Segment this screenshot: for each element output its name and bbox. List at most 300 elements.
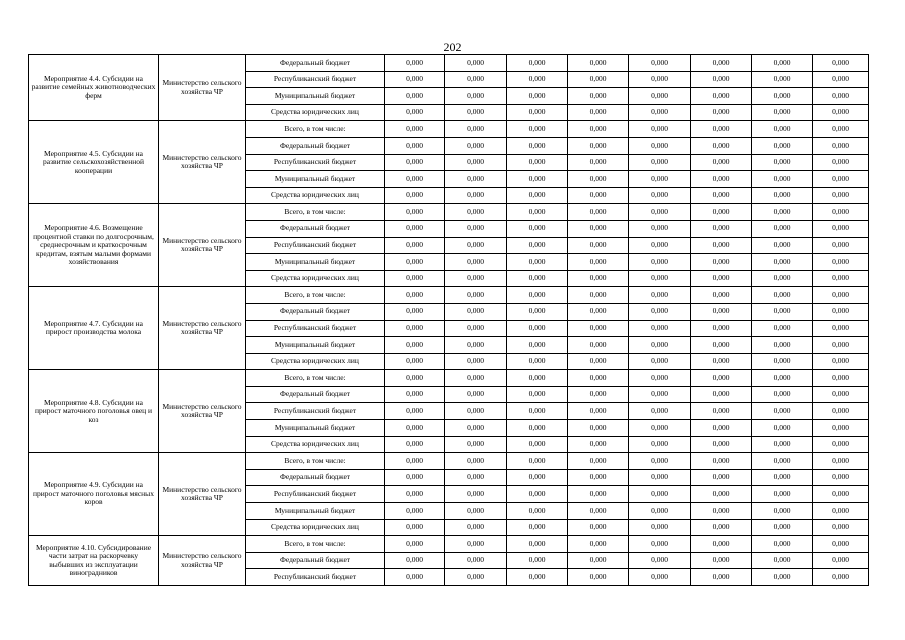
- amount-cell: 0,000: [691, 137, 752, 154]
- amount-cell: 0,000: [813, 171, 869, 188]
- funding-source-cell: Федеральный бюджет: [246, 303, 385, 320]
- amount-cell: 0,000: [568, 420, 629, 437]
- amount-cell: 0,000: [568, 287, 629, 304]
- amount-cell: 0,000: [568, 303, 629, 320]
- amount-cell: 0,000: [445, 370, 507, 387]
- amount-cell: 0,000: [385, 569, 445, 586]
- amount-cell: 0,000: [813, 386, 869, 403]
- amount-cell: 0,000: [507, 353, 568, 370]
- amount-cell: 0,000: [813, 453, 869, 470]
- amount-cell: 0,000: [691, 187, 752, 204]
- amount-cell: 0,000: [568, 88, 629, 105]
- amount-cell: 0,000: [568, 254, 629, 271]
- ministry-cell: Министерство сельского хозяйства ЧР: [159, 287, 246, 370]
- event-title-cell: Мероприятие 4.7. Субсидии на прирост производства молока: [29, 287, 159, 370]
- amount-cell: 0,000: [445, 88, 507, 105]
- amount-cell: 0,000: [691, 536, 752, 553]
- table-row: [29, 121, 869, 138]
- amount-cell: 0,000: [445, 536, 507, 553]
- amount-cell: 0,000: [813, 187, 869, 204]
- table-row: [29, 453, 869, 470]
- amount-cell: 0,000: [691, 88, 752, 105]
- amount-cell: 0,000: [385, 436, 445, 453]
- amount-cell: 0,000: [629, 237, 691, 254]
- amount-cell: 0,000: [385, 287, 445, 304]
- amount-cell: 0,000: [813, 137, 869, 154]
- table-row: [29, 287, 869, 304]
- amount-cell: 0,000: [691, 71, 752, 88]
- amount-cell: 0,000: [813, 104, 869, 121]
- amount-cell: 0,000: [385, 303, 445, 320]
- amount-cell: 0,000: [629, 171, 691, 188]
- amount-cell: 0,000: [445, 337, 507, 354]
- amount-cell: 0,000: [629, 287, 691, 304]
- amount-cell: 0,000: [752, 503, 813, 520]
- amount-cell: 0,000: [629, 403, 691, 420]
- amount-cell: 0,000: [752, 486, 813, 503]
- ministry-cell: Министерство сельского хозяйства ЧР: [159, 55, 246, 121]
- amount-cell: 0,000: [385, 88, 445, 105]
- funding-source-cell: Средства юридических лиц: [246, 187, 385, 204]
- amount-cell: 0,000: [385, 237, 445, 254]
- amount-cell: 0,000: [691, 254, 752, 271]
- amount-cell: 0,000: [813, 154, 869, 171]
- amount-cell: 0,000: [507, 303, 568, 320]
- amount-cell: 0,000: [752, 303, 813, 320]
- amount-cell: 0,000: [813, 337, 869, 354]
- amount-cell: 0,000: [691, 303, 752, 320]
- amount-cell: 0,000: [568, 187, 629, 204]
- amount-cell: 0,000: [507, 121, 568, 138]
- amount-cell: 0,000: [691, 320, 752, 337]
- amount-cell: 0,000: [813, 220, 869, 237]
- amount-cell: 0,000: [691, 337, 752, 354]
- amount-cell: 0,000: [691, 453, 752, 470]
- amount-cell: 0,000: [752, 287, 813, 304]
- event-title-cell: Мероприятие 4.9. Субсидии на прирост маточного поголовья мясных коров: [29, 453, 159, 536]
- amount-cell: 0,000: [691, 370, 752, 387]
- amount-cell: 0,000: [568, 370, 629, 387]
- amount-cell: 0,000: [385, 469, 445, 486]
- amount-cell: 0,000: [385, 270, 445, 287]
- amount-cell: 0,000: [507, 320, 568, 337]
- amount-cell: 0,000: [752, 403, 813, 420]
- amount-cell: 0,000: [507, 436, 568, 453]
- table-row: [29, 55, 869, 72]
- amount-cell: 0,000: [507, 536, 568, 553]
- amount-cell: 0,000: [445, 552, 507, 569]
- amount-cell: 0,000: [568, 55, 629, 72]
- amount-cell: 0,000: [568, 569, 629, 586]
- funding-source-cell: Федеральный бюджет: [246, 220, 385, 237]
- amount-cell: 0,000: [507, 552, 568, 569]
- amount-cell: 0,000: [445, 121, 507, 138]
- amount-cell: 0,000: [813, 536, 869, 553]
- amount-cell: 0,000: [691, 403, 752, 420]
- amount-cell: 0,000: [691, 420, 752, 437]
- amount-cell: 0,000: [507, 55, 568, 72]
- amount-cell: 0,000: [385, 353, 445, 370]
- amount-cell: 0,000: [752, 536, 813, 553]
- funding-source-cell: Средства юридических лиц: [246, 104, 385, 121]
- amount-cell: 0,000: [629, 370, 691, 387]
- amount-cell: 0,000: [813, 237, 869, 254]
- amount-cell: 0,000: [385, 536, 445, 553]
- amount-cell: 0,000: [385, 337, 445, 354]
- amount-cell: 0,000: [813, 420, 869, 437]
- amount-cell: 0,000: [752, 420, 813, 437]
- amount-cell: 0,000: [507, 254, 568, 271]
- funding-source-cell: Средства юридических лиц: [246, 519, 385, 536]
- amount-cell: 0,000: [813, 569, 869, 586]
- amount-cell: 0,000: [691, 220, 752, 237]
- amount-cell: 0,000: [691, 171, 752, 188]
- amount-cell: 0,000: [752, 552, 813, 569]
- amount-cell: 0,000: [568, 71, 629, 88]
- amount-cell: 0,000: [445, 137, 507, 154]
- amount-cell: 0,000: [445, 386, 507, 403]
- amount-cell: 0,000: [752, 171, 813, 188]
- amount-cell: 0,000: [445, 287, 507, 304]
- funding-source-cell: Республиканский бюджет: [246, 486, 385, 503]
- amount-cell: 0,000: [385, 187, 445, 204]
- ministry-cell: Министерство сельского хозяйства ЧР: [159, 370, 246, 453]
- funding-source-cell: Всего, в том числе:: [246, 453, 385, 470]
- amount-cell: 0,000: [385, 403, 445, 420]
- amount-cell: 0,000: [385, 104, 445, 121]
- amount-cell: 0,000: [752, 386, 813, 403]
- amount-cell: 0,000: [568, 519, 629, 536]
- amount-cell: 0,000: [568, 204, 629, 221]
- amount-cell: 0,000: [568, 353, 629, 370]
- amount-cell: 0,000: [691, 552, 752, 569]
- amount-cell: 0,000: [568, 337, 629, 354]
- amount-cell: 0,000: [445, 486, 507, 503]
- funding-source-cell: Муниципальный бюджет: [246, 503, 385, 520]
- amount-cell: 0,000: [385, 420, 445, 437]
- amount-cell: 0,000: [507, 287, 568, 304]
- amount-cell: 0,000: [507, 370, 568, 387]
- amount-cell: 0,000: [813, 552, 869, 569]
- amount-cell: 0,000: [445, 55, 507, 72]
- amount-cell: 0,000: [507, 88, 568, 105]
- funding-source-cell: Муниципальный бюджет: [246, 420, 385, 437]
- funding-source-cell: Средства юридических лиц: [246, 436, 385, 453]
- amount-cell: 0,000: [629, 104, 691, 121]
- amount-cell: 0,000: [752, 71, 813, 88]
- amount-cell: 0,000: [752, 453, 813, 470]
- funding-source-cell: Республиканский бюджет: [246, 237, 385, 254]
- funding-source-cell: Муниципальный бюджет: [246, 254, 385, 271]
- amount-cell: 0,000: [629, 220, 691, 237]
- amount-cell: 0,000: [752, 137, 813, 154]
- funding-source-cell: Всего, в том числе:: [246, 287, 385, 304]
- amount-cell: 0,000: [507, 569, 568, 586]
- amount-cell: 0,000: [813, 287, 869, 304]
- funding-source-cell: Республиканский бюджет: [246, 154, 385, 171]
- amount-cell: 0,000: [568, 137, 629, 154]
- amount-cell: 0,000: [629, 453, 691, 470]
- amount-cell: 0,000: [507, 220, 568, 237]
- amount-cell: 0,000: [568, 503, 629, 520]
- amount-cell: 0,000: [385, 137, 445, 154]
- amount-cell: 0,000: [691, 386, 752, 403]
- ministry-cell: Министерство сельского хозяйства ЧР: [159, 536, 246, 586]
- amount-cell: 0,000: [691, 519, 752, 536]
- amount-cell: 0,000: [507, 403, 568, 420]
- amount-cell: 0,000: [445, 220, 507, 237]
- amount-cell: 0,000: [385, 453, 445, 470]
- amount-cell: 0,000: [568, 486, 629, 503]
- ministry-cell: Министерство сельского хозяйства ЧР: [159, 204, 246, 287]
- amount-cell: 0,000: [507, 469, 568, 486]
- amount-cell: 0,000: [385, 519, 445, 536]
- amount-cell: 0,000: [752, 569, 813, 586]
- amount-cell: 0,000: [445, 204, 507, 221]
- amount-cell: 0,000: [507, 270, 568, 287]
- amount-cell: 0,000: [568, 552, 629, 569]
- amount-cell: 0,000: [691, 569, 752, 586]
- amount-cell: 0,000: [629, 187, 691, 204]
- funding-source-cell: Федеральный бюджет: [246, 55, 385, 72]
- amount-cell: 0,000: [629, 519, 691, 536]
- ministry-cell: Министерство сельского хозяйства ЧР: [159, 121, 246, 204]
- funding-source-cell: Федеральный бюджет: [246, 552, 385, 569]
- amount-cell: 0,000: [507, 104, 568, 121]
- amount-cell: 0,000: [691, 121, 752, 138]
- page-number: 202: [443, 40, 462, 54]
- amount-cell: 0,000: [507, 171, 568, 188]
- amount-cell: 0,000: [752, 55, 813, 72]
- amount-cell: 0,000: [445, 320, 507, 337]
- amount-cell: 0,000: [445, 503, 507, 520]
- amount-cell: 0,000: [752, 320, 813, 337]
- amount-cell: 0,000: [629, 121, 691, 138]
- amount-cell: 0,000: [691, 469, 752, 486]
- amount-cell: 0,000: [568, 237, 629, 254]
- amount-cell: 0,000: [752, 469, 813, 486]
- amount-cell: 0,000: [752, 370, 813, 387]
- amount-cell: 0,000: [629, 420, 691, 437]
- amount-cell: 0,000: [629, 436, 691, 453]
- amount-cell: 0,000: [385, 320, 445, 337]
- amount-cell: 0,000: [568, 121, 629, 138]
- amount-cell: 0,000: [813, 436, 869, 453]
- amount-cell: 0,000: [752, 104, 813, 121]
- amount-cell: 0,000: [813, 270, 869, 287]
- amount-cell: 0,000: [507, 137, 568, 154]
- amount-cell: 0,000: [445, 569, 507, 586]
- amount-cell: 0,000: [691, 55, 752, 72]
- amount-cell: 0,000: [752, 187, 813, 204]
- amount-cell: 0,000: [813, 486, 869, 503]
- amount-cell: 0,000: [691, 104, 752, 121]
- amount-cell: 0,000: [691, 486, 752, 503]
- amount-cell: 0,000: [691, 503, 752, 520]
- funding-source-cell: Федеральный бюджет: [246, 386, 385, 403]
- event-title-cell: Мероприятие 4.10. Субсидирование части затрат на раскорчевку выбывших из эксплуатации виноградников: [29, 536, 159, 586]
- amount-cell: 0,000: [568, 536, 629, 553]
- amount-cell: 0,000: [385, 386, 445, 403]
- amount-cell: 0,000: [629, 536, 691, 553]
- funding-source-cell: Средства юридических лиц: [246, 270, 385, 287]
- amount-cell: 0,000: [691, 436, 752, 453]
- amount-cell: 0,000: [445, 187, 507, 204]
- funding-source-cell: Муниципальный бюджет: [246, 171, 385, 188]
- amount-cell: 0,000: [445, 436, 507, 453]
- amount-cell: 0,000: [568, 453, 629, 470]
- amount-cell: 0,000: [752, 254, 813, 271]
- amount-cell: 0,000: [813, 320, 869, 337]
- amount-cell: 0,000: [629, 270, 691, 287]
- amount-cell: 0,000: [385, 552, 445, 569]
- amount-cell: 0,000: [629, 337, 691, 354]
- funding-source-cell: Федеральный бюджет: [246, 469, 385, 486]
- amount-cell: 0,000: [691, 154, 752, 171]
- amount-cell: 0,000: [445, 71, 507, 88]
- amount-cell: 0,000: [445, 469, 507, 486]
- amount-cell: 0,000: [813, 204, 869, 221]
- amount-cell: 0,000: [507, 519, 568, 536]
- event-title-cell: Мероприятие 4.5. Субсидии на развитие сельскохозяйственной кооперации: [29, 121, 159, 204]
- amount-cell: 0,000: [385, 370, 445, 387]
- amount-cell: 0,000: [629, 486, 691, 503]
- amount-cell: 0,000: [629, 303, 691, 320]
- amount-cell: 0,000: [385, 121, 445, 138]
- amount-cell: 0,000: [507, 420, 568, 437]
- amount-cell: 0,000: [445, 104, 507, 121]
- amount-cell: 0,000: [629, 204, 691, 221]
- amount-cell: 0,000: [445, 270, 507, 287]
- amount-cell: 0,000: [752, 436, 813, 453]
- amount-cell: 0,000: [629, 71, 691, 88]
- amount-cell: 0,000: [445, 420, 507, 437]
- amount-cell: 0,000: [813, 403, 869, 420]
- amount-cell: 0,000: [691, 270, 752, 287]
- ministry-cell: Министерство сельского хозяйства ЧР: [159, 453, 246, 536]
- amount-cell: 0,000: [813, 71, 869, 88]
- amount-cell: 0,000: [629, 503, 691, 520]
- amount-cell: 0,000: [629, 88, 691, 105]
- amount-cell: 0,000: [568, 386, 629, 403]
- amount-cell: 0,000: [568, 469, 629, 486]
- amount-cell: 0,000: [691, 204, 752, 221]
- amount-cell: 0,000: [813, 55, 869, 72]
- amount-cell: 0,000: [385, 55, 445, 72]
- amount-cell: 0,000: [752, 519, 813, 536]
- funding-source-cell: Республиканский бюджет: [246, 71, 385, 88]
- event-title-cell: Мероприятие 4.8. Субсидии на прирост маточного поголовья овец и коз: [29, 370, 159, 453]
- table-row: [29, 536, 869, 553]
- amount-cell: 0,000: [568, 320, 629, 337]
- event-title-cell: Мероприятие 4.4. Субсидии на развитие семейных животноводческих ферм: [29, 55, 159, 121]
- amount-cell: 0,000: [445, 303, 507, 320]
- amount-cell: 0,000: [752, 204, 813, 221]
- amount-cell: 0,000: [445, 353, 507, 370]
- amount-cell: 0,000: [813, 303, 869, 320]
- amount-cell: 0,000: [752, 220, 813, 237]
- funding-source-cell: Муниципальный бюджет: [246, 337, 385, 354]
- funding-source-cell: Всего, в том числе:: [246, 204, 385, 221]
- amount-cell: 0,000: [445, 403, 507, 420]
- amount-cell: 0,000: [813, 353, 869, 370]
- amount-cell: 0,000: [629, 320, 691, 337]
- funding-source-cell: Средства юридических лиц: [246, 353, 385, 370]
- amount-cell: 0,000: [752, 121, 813, 138]
- amount-cell: 0,000: [629, 353, 691, 370]
- amount-cell: 0,000: [385, 254, 445, 271]
- amount-cell: 0,000: [629, 154, 691, 171]
- amount-cell: 0,000: [507, 71, 568, 88]
- amount-cell: 0,000: [507, 486, 568, 503]
- amount-cell: 0,000: [568, 154, 629, 171]
- amount-cell: 0,000: [445, 453, 507, 470]
- table-row: [29, 370, 869, 387]
- amount-cell: 0,000: [691, 353, 752, 370]
- amount-cell: 0,000: [445, 237, 507, 254]
- amount-cell: 0,000: [507, 237, 568, 254]
- amount-cell: 0,000: [385, 171, 445, 188]
- amount-cell: 0,000: [568, 270, 629, 287]
- amount-cell: 0,000: [568, 104, 629, 121]
- amount-cell: 0,000: [568, 220, 629, 237]
- amount-cell: 0,000: [813, 254, 869, 271]
- amount-cell: 0,000: [385, 220, 445, 237]
- amount-cell: 0,000: [752, 270, 813, 287]
- funding-source-cell: Всего, в том числе:: [246, 370, 385, 387]
- funding-source-cell: Федеральный бюджет: [246, 137, 385, 154]
- amount-cell: 0,000: [813, 370, 869, 387]
- amount-cell: 0,000: [568, 403, 629, 420]
- amount-cell: 0,000: [629, 569, 691, 586]
- amount-cell: 0,000: [507, 453, 568, 470]
- amount-cell: 0,000: [752, 353, 813, 370]
- amount-cell: 0,000: [445, 519, 507, 536]
- amount-cell: 0,000: [813, 503, 869, 520]
- amount-cell: 0,000: [445, 171, 507, 188]
- amount-cell: 0,000: [507, 204, 568, 221]
- amount-cell: 0,000: [752, 237, 813, 254]
- amount-cell: 0,000: [813, 88, 869, 105]
- amount-cell: 0,000: [445, 154, 507, 171]
- amount-cell: 0,000: [568, 171, 629, 188]
- funding-source-cell: Республиканский бюджет: [246, 569, 385, 586]
- amount-cell: 0,000: [629, 552, 691, 569]
- amount-cell: 0,000: [507, 154, 568, 171]
- amount-cell: 0,000: [629, 55, 691, 72]
- amount-cell: 0,000: [629, 469, 691, 486]
- amount-cell: 0,000: [385, 154, 445, 171]
- funding-source-cell: Республиканский бюджет: [246, 320, 385, 337]
- amount-cell: 0,000: [385, 204, 445, 221]
- amount-cell: 0,000: [813, 519, 869, 536]
- amount-cell: 0,000: [385, 71, 445, 88]
- amount-cell: 0,000: [629, 254, 691, 271]
- budget-table: [28, 54, 869, 586]
- amount-cell: 0,000: [385, 486, 445, 503]
- table-row: [29, 204, 869, 221]
- amount-cell: 0,000: [752, 154, 813, 171]
- amount-cell: 0,000: [752, 88, 813, 105]
- amount-cell: 0,000: [691, 237, 752, 254]
- amount-cell: 0,000: [507, 386, 568, 403]
- amount-cell: 0,000: [507, 337, 568, 354]
- amount-cell: 0,000: [629, 386, 691, 403]
- amount-cell: 0,000: [813, 121, 869, 138]
- funding-source-cell: Всего, в том числе:: [246, 536, 385, 553]
- amount-cell: 0,000: [507, 187, 568, 204]
- amount-cell: 0,000: [691, 287, 752, 304]
